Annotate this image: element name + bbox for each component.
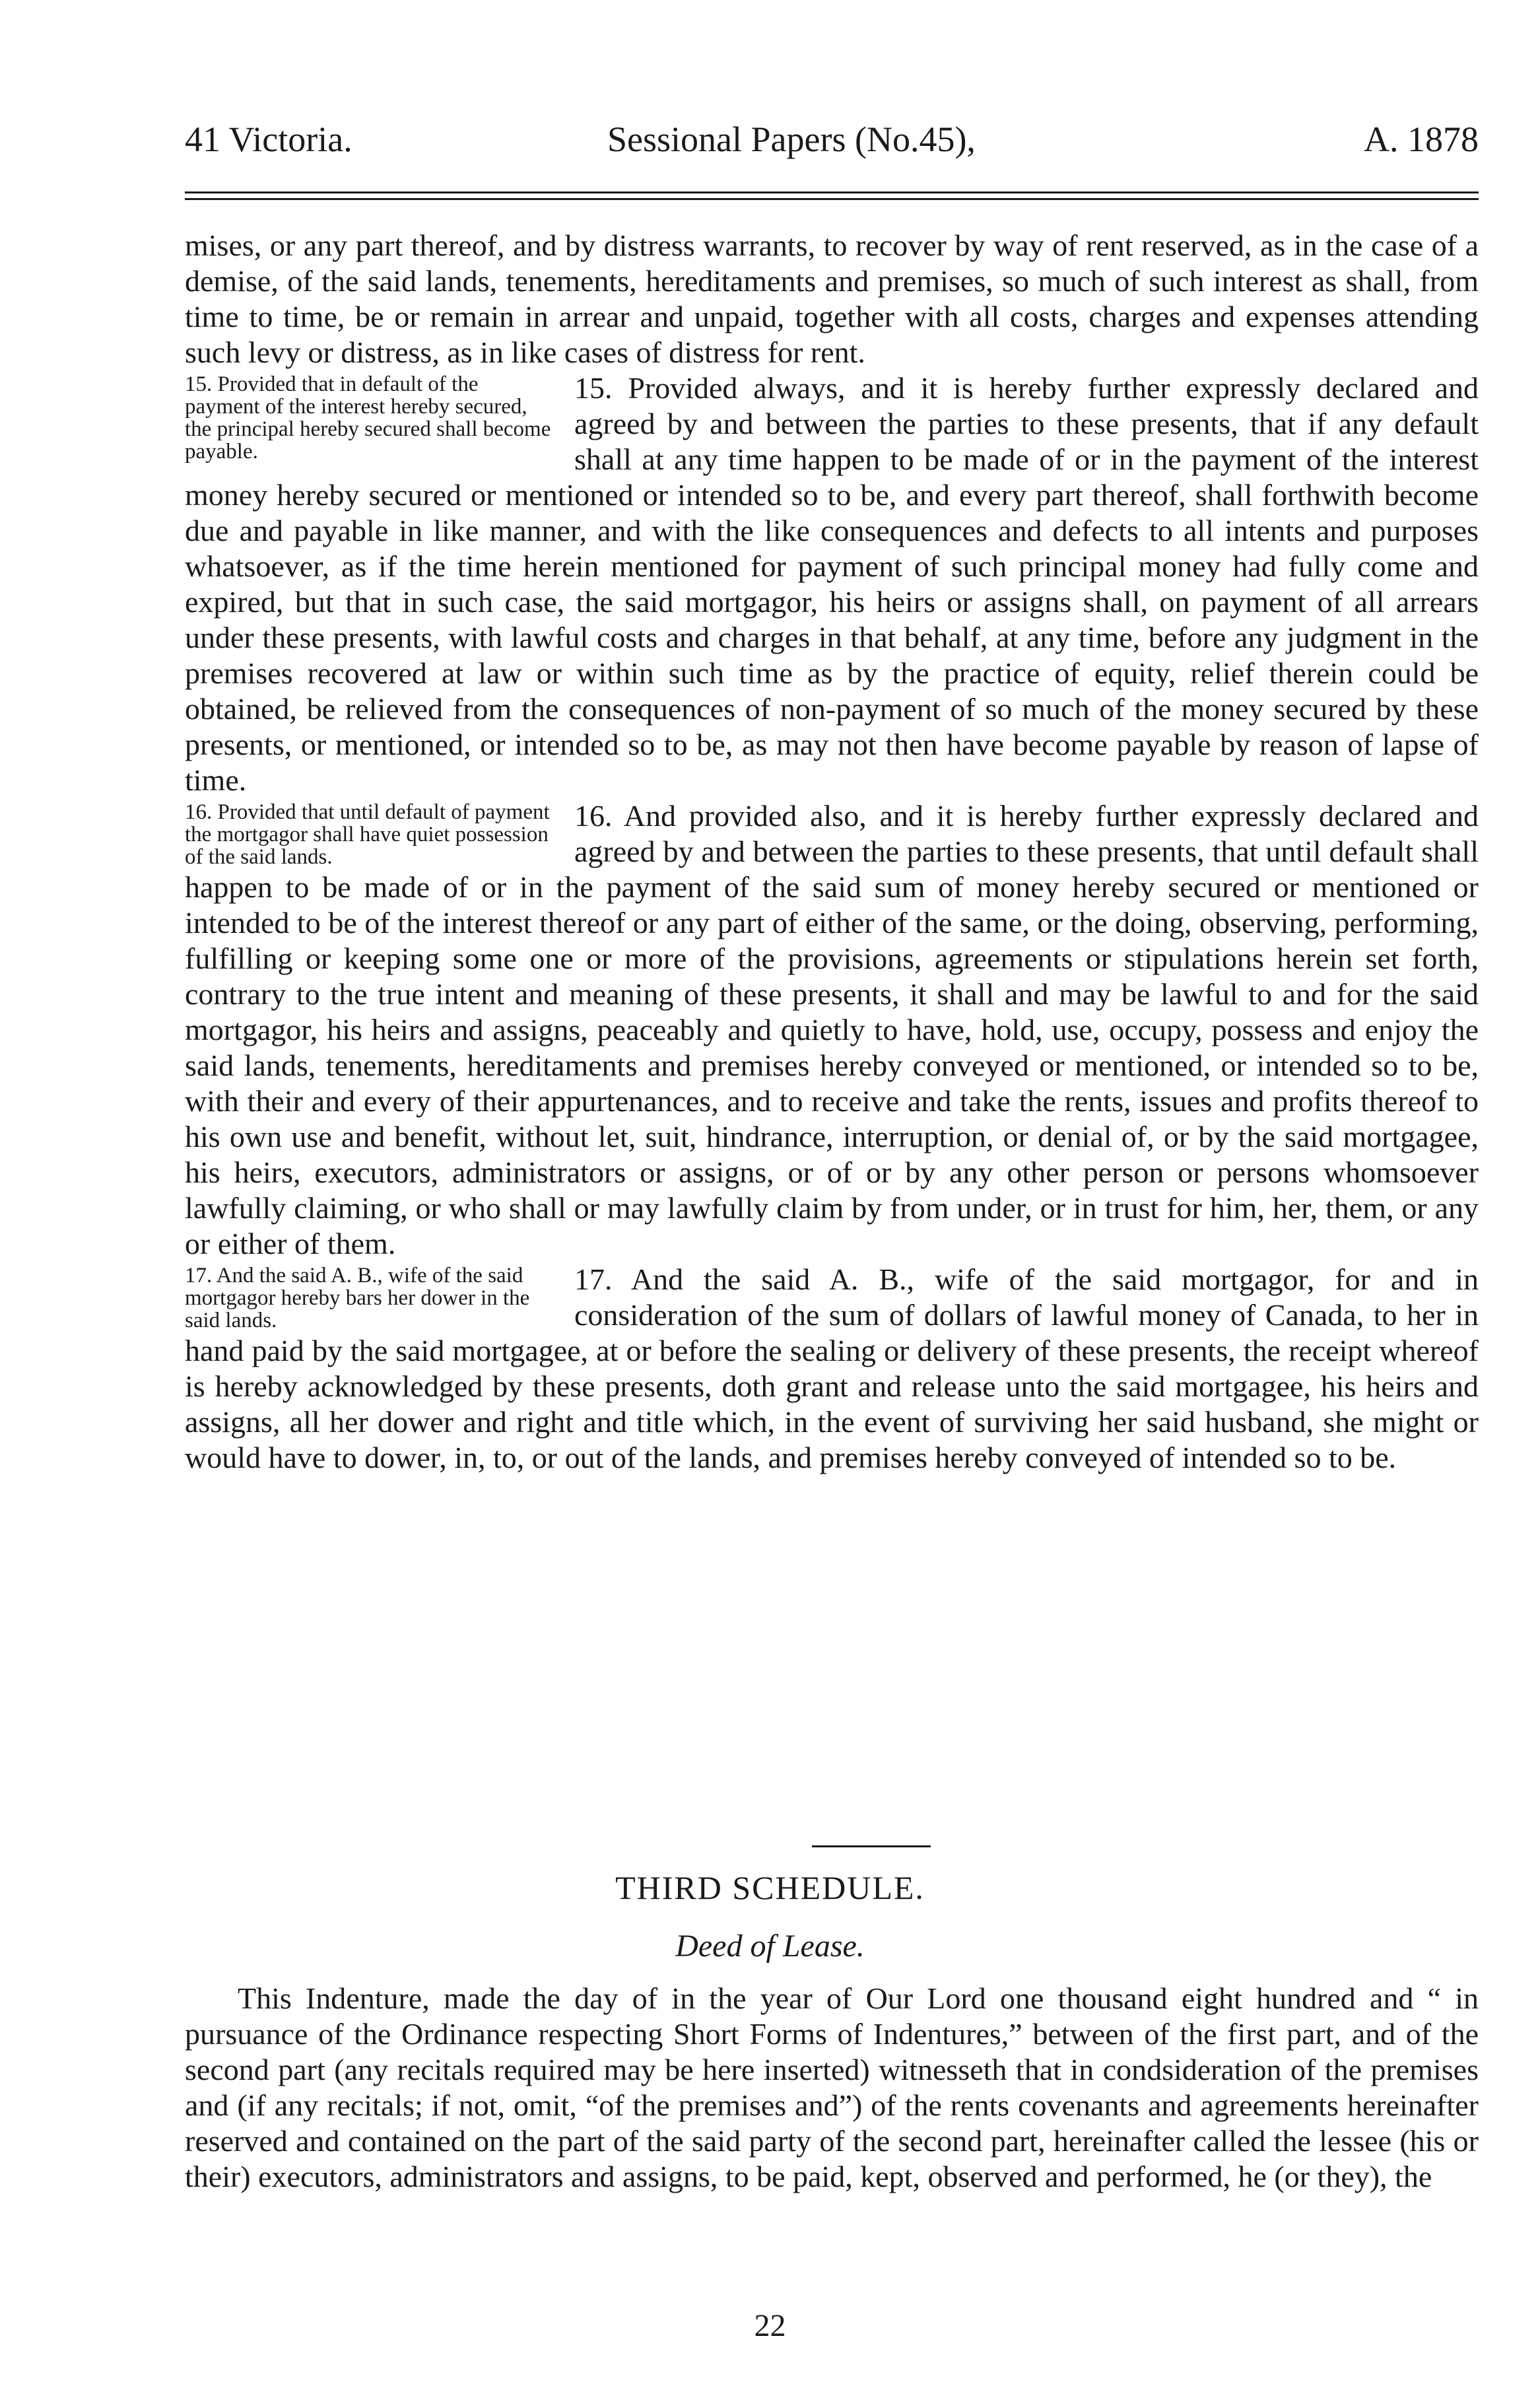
header-rule-double	[185, 198, 1479, 200]
marginal-note-16: 16. Provided that until default of payment the mortgagor shall have quiet possession of the said lands.	[185, 800, 550, 869]
header-session: 41 Victoria.	[185, 120, 352, 159]
clause-16-text: 16. And provided also, and it is hereby further expressly declared and agreed by and between the parties to these presents, that until default shall happen to be made of or in the payment of the said sum of money hereby secured or mentioned or intended to be of the interest thereof or any part of either of the same, or the doing, observing, performing, fulfilling or keeping some one or more of the provisions, agreements or stipulations herein set forth, contrary to the true intent and meaning of these presents, it shall and may be lawful to and for the said mortgagor, his heirs and assigns, peaceably and quietly to have, hold, use, occupy, possess and enjoy the said lands, tenements, hereditaments and premises hereby conveyed or mentioned, or intended so to be, with their and every of their appurtenances, and to receive and take the rents, issues and profits thereof to his own use and benefit, without let, suit, hindrance, interruption, or denial of, or by the said mortgagee, his heirs, executors, administrators or assigns, or of or by any other person or persons whomsoever lawfully claiming, or who shall or may lawfully claim by from under, or in trust for him, her, them, or any or either of them.	[185, 799, 1479, 1260]
page-header	[185, 119, 1479, 172]
clause-16	[185, 798, 1479, 1262]
header-title: Sessional Papers (No.45),	[607, 120, 976, 159]
schedule-title: THIRD SCHEDULE.	[615, 1869, 925, 1906]
clause-15-text: 15. Provided always, and it is hereby further expressly declared and agreed by and between the parties to these presents, that if any default shall at any time happen to be made of or in the payment of the interest money hereby secured or mentioned or intended so to be, and every part thereof, shall forthwith become due and payable in like manner, and with the like consequences and defects to all intents and purposes whatsoever, as if the time herein mentioned for payment of such principal money had fully come and expired, but that in such case, the said mortgagor, his heirs or assigns shall, on payment of all arrears under these presents, with lawful costs and charges in that behalf, at any time, before any judgment in the premises recovered at law or within such time as by the practice of equity, relief therein could be obtained, be relieved from the consequences of non-payment of so much of the money secured by these presents, or mentioned, or intended so to be, as may not then have become payable by reason of lapse of time.	[185, 371, 1479, 797]
clause-17	[185, 1262, 1479, 1476]
marginal-note-17: 17. And the said A. B., wife of the said mortgagor hereby bars her dower in the said lands.	[185, 1264, 530, 1332]
section-divider	[812, 1845, 931, 1847]
schedule-subtitle: Deed of Lease.	[675, 1929, 865, 1964]
marginal-note-15: 15. Provided that in default of the payment of the interest hereby secured, the principal hereby secured shall become payable.	[185, 372, 551, 463]
clause-17-text: 17. And the said A. B., wife of the said mortgagor, for and in consideration of the sum of dollars of lawful money of Canada, to her in hand paid by the said mortgagee, at or before the sealing or delivery of these presents, the receipt whereof is hereby acknowledged by these presents, doth grant and release unto the said mortgagee, his heirs and assigns, all her dower and right and title which, in the event of surviving her said husband, she might or would have to dower, in, to, or out of the lands, and premises hereby conveyed of intended so to be.	[185, 1262, 1479, 1474]
schedule-body: This Indenture, made the day of in the year of Our Lord one thousand eight hundred and “ in pursuance of the Ordinance respecting Short Forms of Indentures,” between of the first part, and of the second part (any recitals required may be here inserted) witnesseth that in condsideration of the premises and (if any recitals; if not, omit, “of the premises and”) of the rents covenants and agreements hereinafter reserved and contained on the part of the said party of the second part, hereinafter called the lessee (his or their) executors, administrators and assigns, to be paid, kept, observed and performed, he (or they), the	[185, 1981, 1479, 2193]
header-rule	[185, 191, 1479, 193]
continuation-paragraph: mises, or any part thereof, and by distress warrants, to recover by way of rent reserved, as in the case of a demise, of the said lands, tenements, hereditaments and premises, so much of such interest as shall, from time to time, be or remain in arrear and unpaid, together with all costs, charges and expenses attending such levy or distress, as in like cases of distress for rent.	[185, 228, 1479, 369]
header-year: A. 1878	[1364, 120, 1479, 159]
page-number: 22	[754, 2308, 786, 2343]
body-text	[185, 228, 1479, 1476]
clause-15	[185, 370, 1479, 798]
